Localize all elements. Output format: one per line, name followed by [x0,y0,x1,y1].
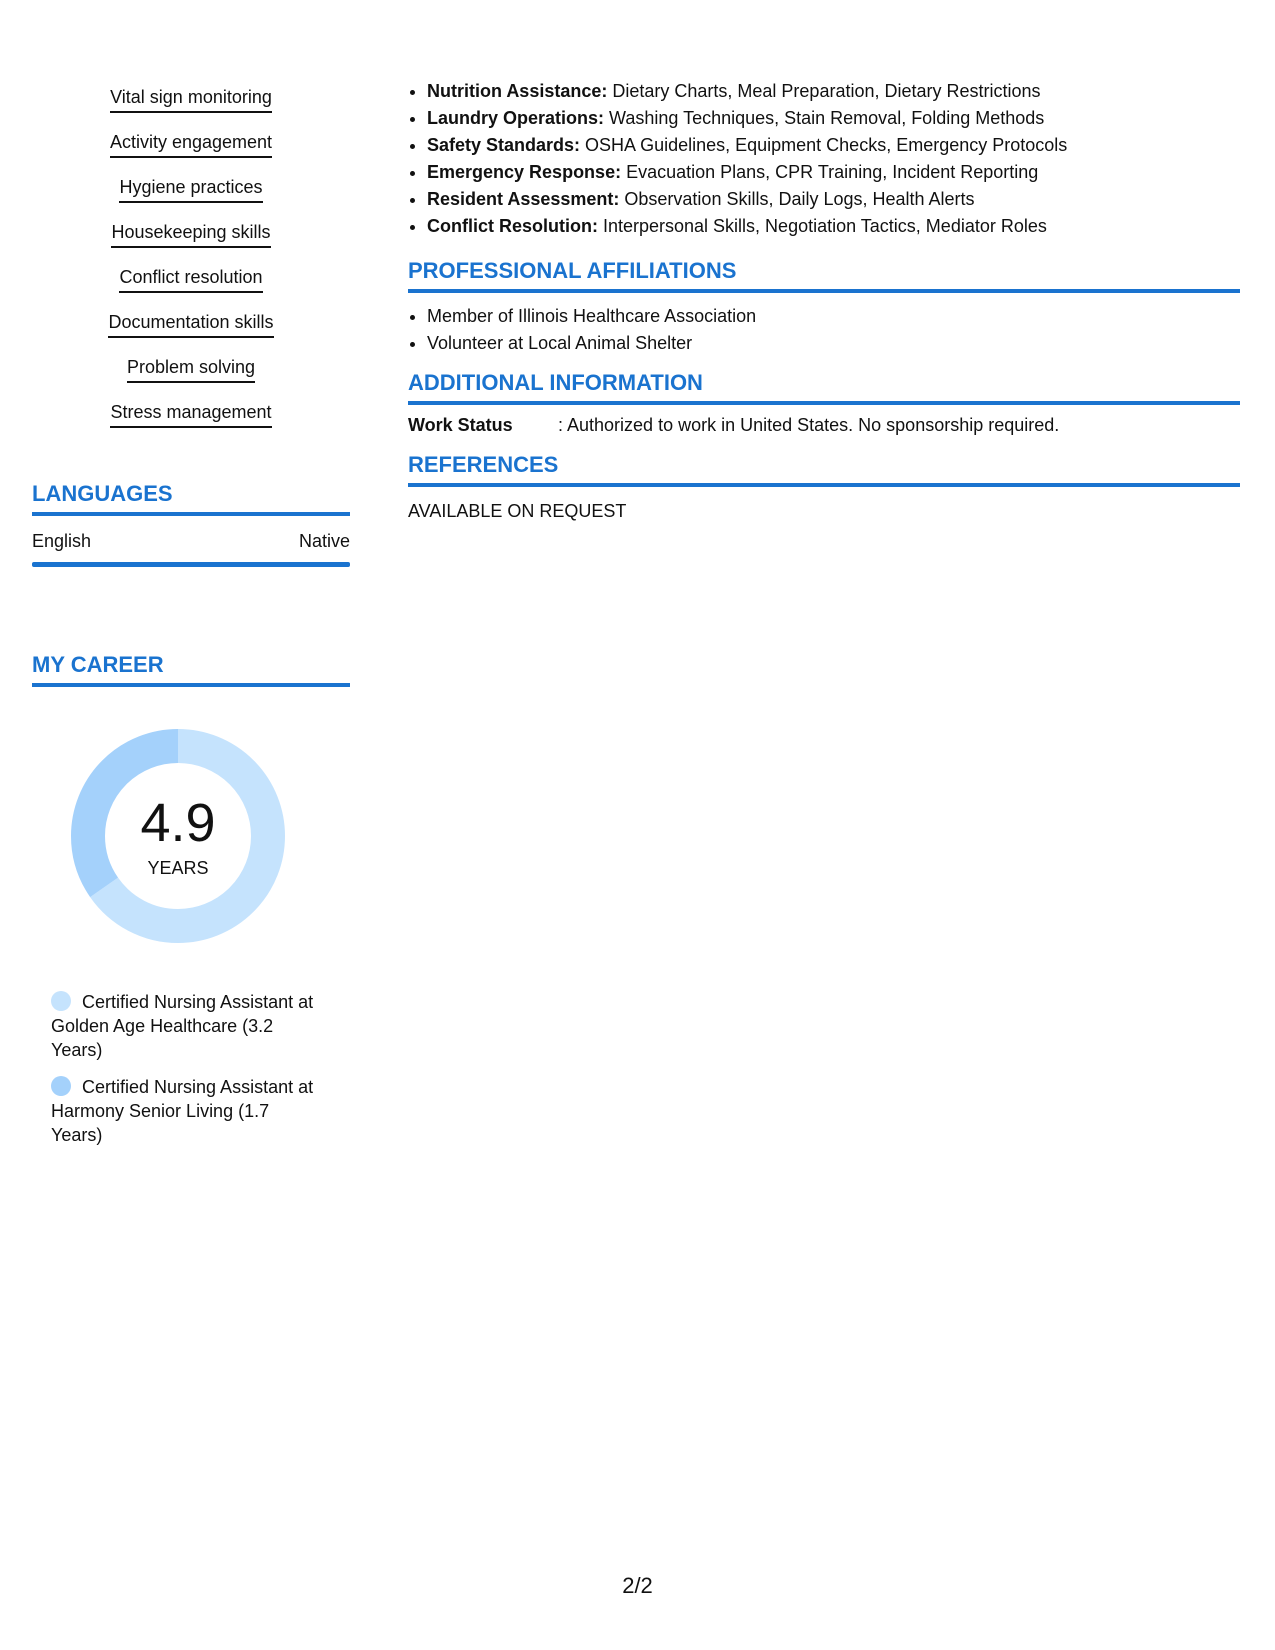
legend-label: Certified Nursing Assistant at Golden Age Healthcare (3.2 Years) [51,992,314,1060]
additional-info-section [408,370,1240,437]
skill-tag-wrap [32,356,350,401]
list-item [427,132,1240,159]
skill-details: Evacuation Plans, CPR Training, Incident Reporting [621,162,1039,182]
additional-info-heading: ADDITIONAL INFORMATION [408,370,1240,405]
affiliations-section [408,258,1240,357]
language-level-bar [32,562,350,567]
skill-details: Interpersonal Skills, Negotiation Tactics, Mediator Roles [597,216,1047,236]
legend-item [51,990,321,1062]
skill-tag: Documentation skills [108,311,273,338]
skill-details: Dietary Charts, Meal Preparation, Dietary Restrictions [607,81,1041,101]
list-item [427,186,1240,213]
skill-tag: Vital sign monitoring [110,86,272,113]
career-heading: MY CAREER [32,652,350,687]
language-level: Native [298,531,350,551]
legend-label: Certified Nursing Assistant at Harmony Senior Living (1.7 Years) [51,1077,314,1145]
language-row [32,530,350,552]
work-status-label: Work Status [408,415,513,435]
references-heading: REFERENCES [408,452,1240,487]
list-item: • Volunteer at Local Animal Shelter [427,330,1240,357]
references-section [408,452,1240,523]
skill-category: Conflict Resolution: [427,216,598,236]
languages-heading: LANGUAGES [32,481,350,516]
skill-tag: Problem solving [127,356,255,383]
skill-category: Laundry Operations: [427,108,605,128]
skill-tag: Activity engagement [110,131,272,158]
legend-item [51,1075,321,1147]
list-item [427,213,1240,240]
skill-details: OSHA Guidelines, Equipment Checks, Emergency Protocols [580,135,1068,155]
skill-category: Safety Standards: [427,135,581,155]
work-status-row [408,413,1240,437]
references-text: AVAILABLE ON REQUEST [408,501,627,521]
skill-tag: Housekeeping skills [111,221,270,248]
career-section [32,652,350,1145]
affiliations-heading: PROFESSIONAL AFFILIATIONS [408,258,1240,293]
skill-details: Washing Techniques, Stain Removal, Folding Methods [604,108,1045,128]
legend-dot [51,991,71,1011]
skill-tag: Stress management [110,401,271,428]
legend-dot [51,1076,71,1096]
skill-tag-wrap [32,176,350,221]
skill-tag-wrap [32,401,350,446]
skill-tag-wrap [32,311,350,356]
skill-details: Observation Skills, Daily Logs, Health Alerts [619,189,975,209]
skill-tags [32,86,350,446]
skill-category: Emergency Response: [427,162,622,182]
work-status-value: : Authorized to work in United States. No sponsorship required. [558,415,1060,435]
list-item [427,105,1240,132]
career-legend [51,990,321,1160]
skill-category: Resident Assessment: [427,189,620,209]
list-item [427,78,1240,105]
page-number: 2/2 [622,1573,653,1598]
career-total-value: 4.9 [140,793,216,853]
language-name: English [32,531,92,551]
skill-tag: Hygiene practices [119,176,262,203]
skill-tag-wrap [32,221,350,266]
career-total-unit: YEARS [147,858,209,878]
list-item [427,159,1240,186]
list-item: • Member of Illinois Healthcare Association [427,303,1240,330]
skill-tag: Conflict resolution [119,266,262,293]
languages-section [32,481,350,567]
career-donut-chart [66,724,290,948]
skill-tag-wrap [32,86,350,131]
skill-category: Nutrition Assistance: [427,81,608,101]
skill-tag-wrap [32,131,350,176]
skill-tag-wrap [32,266,350,311]
skills-detail-list [408,78,1240,240]
